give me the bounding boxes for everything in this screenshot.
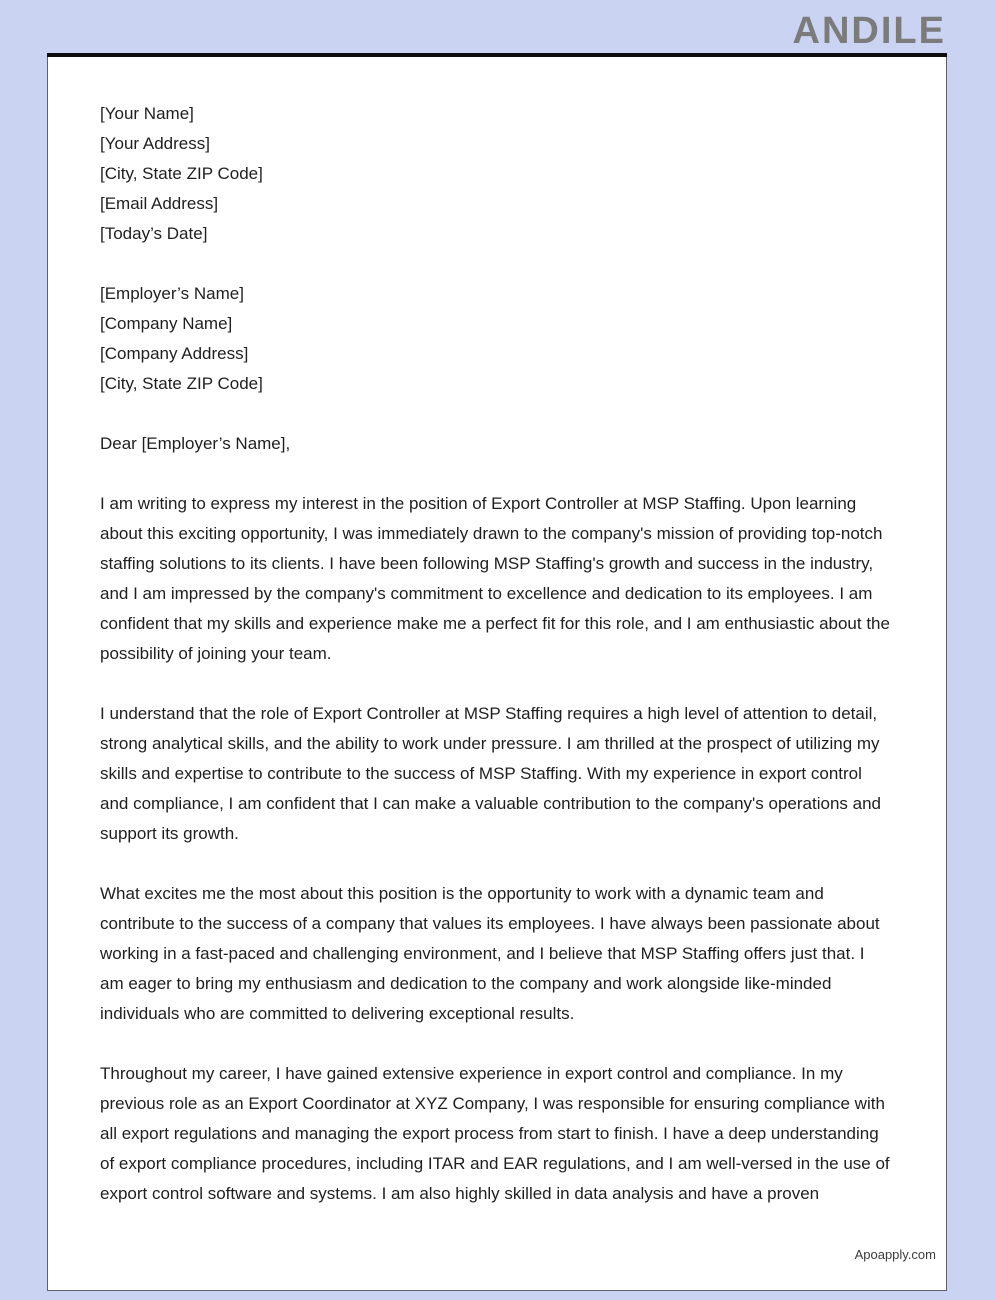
recipient-city-line: [City, State ZIP Code] <box>100 374 263 393</box>
letter-paragraph-4: Throughout my career, I have gained extensive experience in export control and compliance. In my previous role as an Export Coordinator at XYZ Company, I was responsible for ensuring compliance with all export regulations and managing the export process from start to finish. I have a deep understanding of export compliance procedures, including ITAR and EAR regulations, and I am well-versed in the use of export control software and systems. I am also highly skilled in data analysis and have a proven <box>100 1064 890 1203</box>
sender-name-line: [Your Name] <box>100 104 194 123</box>
recipient-address-line: [Company Address] <box>100 344 249 363</box>
document-page <box>47 57 947 1291</box>
letter-paragraph-2: I understand that the role of Export Controller at MSP Staffing requires a high level of attention to detail, strong analytical skills, and the ability to work under pressure. I am thrilled at the prospect of utilizing my skills and expertise to contribute to the success of MSP Staffing. With my experience in export control and compliance, I am confident that I can make a valuable contribution to the company's operations and support its growth. <box>100 704 881 843</box>
sender-address-line: [Your Address] <box>100 134 210 153</box>
recipient-company-line: [Company Name] <box>100 314 233 333</box>
sender-email-line: [Email Address] <box>100 194 219 213</box>
watermark: Apoapply.com <box>854 1247 936 1262</box>
cover-letter <box>48 57 946 1209</box>
brand-logo: ANDILE <box>792 10 946 52</box>
letter-paragraph-1: I am writing to express my interest in the position of Export Controller at MSP Staffing. Upon learning about this exciting opportunity, I was immediately drawn to the company's mission of providing top-notch staffing solutions to its clients. I have been following MSP Staffing's growth and success in the industry, and I am impressed by the company's commitment to excellence and dedication to its employees. I am confident that my skills and experience make me a perfect fit for this role, and I am enthusiastic about the possibility of joining your team. <box>100 494 890 663</box>
sender-address-block <box>100 99 890 249</box>
salutation: Dear [Employer’s Name], <box>100 434 291 453</box>
letter-paragraph-3: What excites me the most about this position is the opportunity to work with a dynamic team and contribute to the success of a company that values its employees. I have always been passionate about working in a fast-paced and challenging environment, and I believe that MSP Staffing offers just that. I am eager to bring my enthusiasm and dedication to the company and work alongside like-minded individuals who are committed to delivering exceptional results. <box>100 884 880 1023</box>
sender-date-line: [Today’s Date] <box>100 224 208 243</box>
recipient-name-line: [Employer’s Name] <box>100 284 244 303</box>
recipient-address-block <box>100 279 890 399</box>
sender-city-line: [City, State ZIP Code] <box>100 164 263 183</box>
